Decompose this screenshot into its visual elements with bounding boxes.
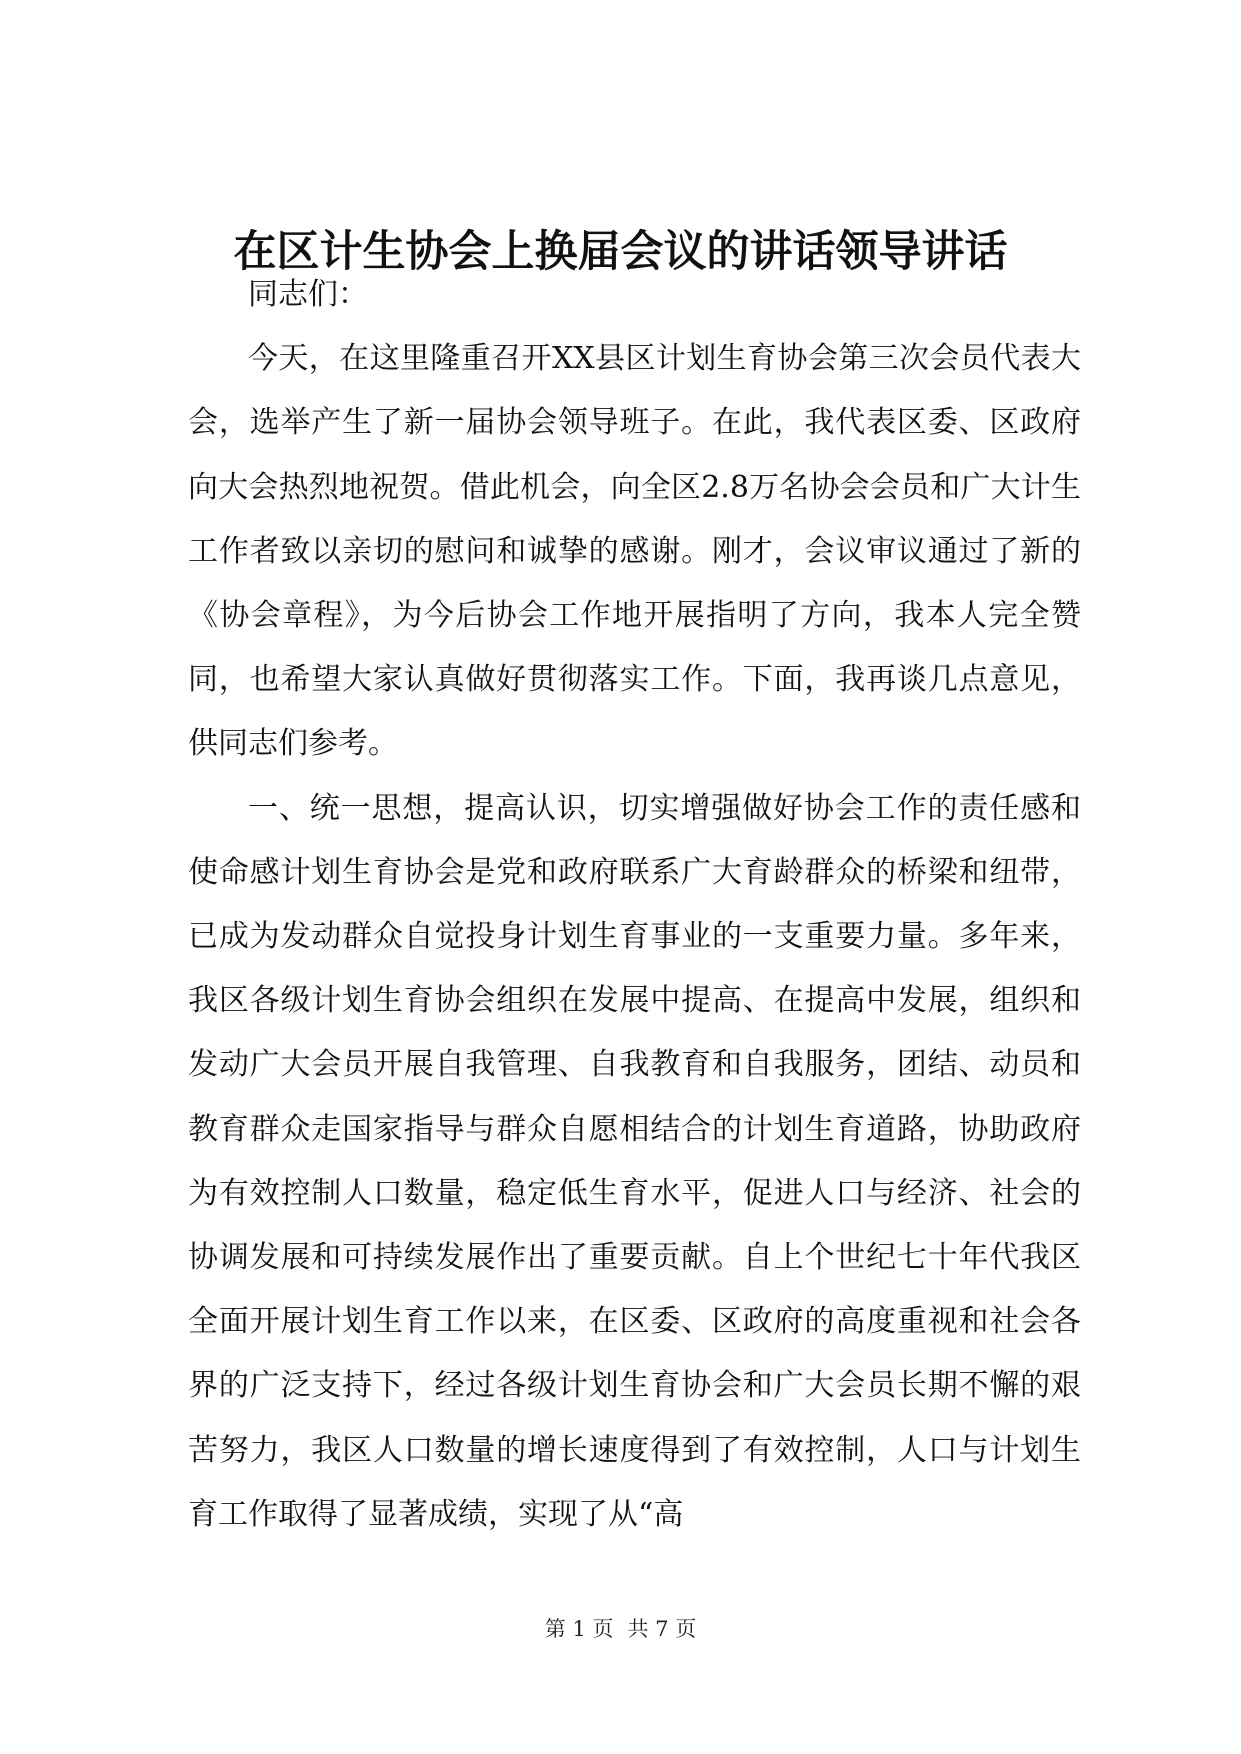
page-footer bbox=[0, 1614, 1241, 1644]
document-title: 在区计生协会上换届会议的讲话领导讲话 bbox=[233, 227, 1008, 277]
document-body bbox=[188, 263, 1081, 1547]
page-total: 共 7 页 bbox=[627, 1617, 697, 1641]
section-one-paragraph: 一、统一思想，提高认识，切实增强做好协会工作的责任感和使命感计划生育协会是党和政府联系广大育龄群众的桥梁和纽带，已成为发动群众自觉投身计划生育事业的一支重要力量。多年来，我区各级计划生育协会组织在发展中提高、在提高中发展，组织和发动广大会员开展自我管理、自我教育和自我服务，团结、动员和教育群众走国家指导与群众自愿相结合的计划生育道路，协助政府为有效控制人口数量，稳定低生育水平，促进人口与经济、社会的协调发展和可持续发展作出了重要贡献。自上个世纪七十年代我区全面开展计划生育工作以来，在区委、区政府的高度重视和社会各界的广泛支持下，经过各级计划生育协会和广大会员长期不懈的艰苦努力，我区人口数量的增长速度得到了有效控制，人口与计划生育工作取得了显著成绩，实现了从“高 bbox=[188, 790, 1081, 1532]
page-number: 第 1 页 bbox=[544, 1617, 614, 1641]
opening-paragraph: 今天，在这里隆重召开XX县区计划生育协会第三次会员代表大会，选举产生了新一届协会领导班子。在此，我代表区委、区政府向大会热烈地祝贺。借此机会，向全区2.8万名协会会员和广大计生工作者致以亲切的慰问和诚挚的感谢。刚才，会议审议通过了新的《协会章程》，为今后协会工作地开展指明了方向，我本人完全赞同，也希望大家认真做好贯彻落实工作。下面，我再谈几点意见，供同志们参考。 bbox=[188, 341, 1081, 762]
salutation-paragraph: 同志们： bbox=[248, 277, 368, 312]
